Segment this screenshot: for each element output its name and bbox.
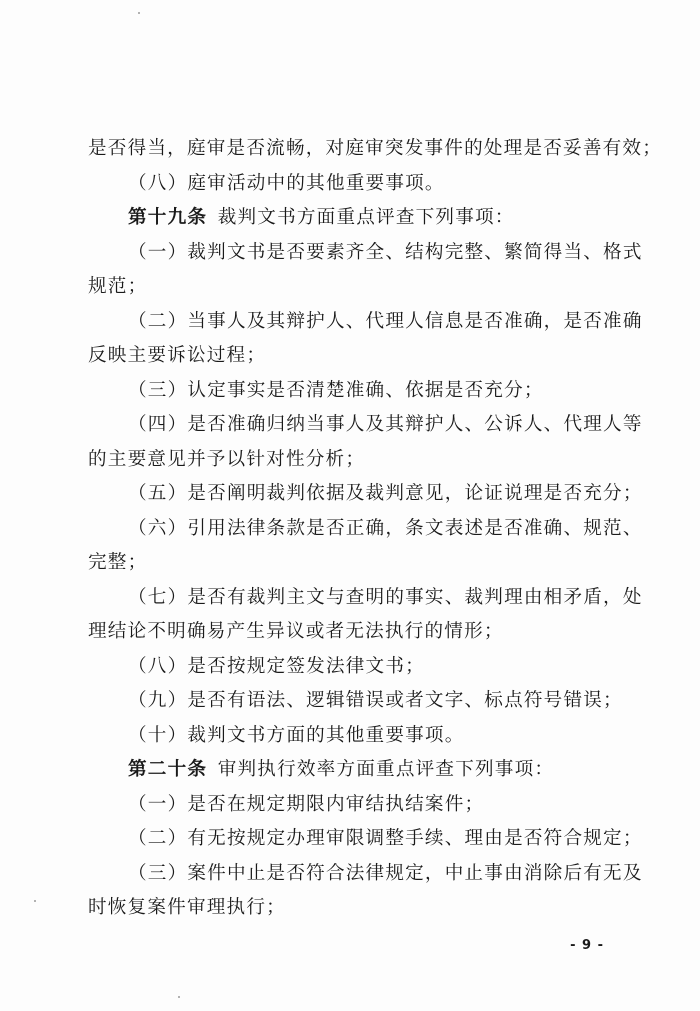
text-line	[88, 822, 643, 857]
text-line	[88, 788, 618, 823]
line-text: （八）庭审活动中的其他重要事项。	[128, 172, 445, 194]
line-text: 时恢复案件审理执行；	[88, 897, 286, 918]
text-line	[88, 408, 643, 443]
text-line	[88, 236, 643, 271]
line-text: （一）裁判文书是否要素齐全、结构完整、繁简得当、格式	[128, 241, 643, 263]
line-text: （三）认定事实是否清楚准确、依据是否充分；	[128, 379, 544, 401]
line-text: （一）是否在规定期限内审结执结案件；	[128, 793, 485, 815]
page-number: - 9 -	[570, 938, 604, 953]
line-text: 审判执行效率方面重点评查下列事项：	[217, 759, 555, 780]
line-text: 完整；	[88, 552, 148, 573]
text-line	[88, 546, 618, 581]
text-line	[88, 684, 623, 719]
text-line	[88, 512, 643, 547]
line-text: （二）当事人及其辩护人、代理人信息是否准确，是否准确	[128, 310, 643, 332]
text-line	[88, 167, 618, 202]
text-line	[88, 374, 618, 409]
line-text: 是否得当，庭审是否流畅，对庭审突发事件的处理是否妥善有效；	[88, 138, 663, 159]
line-text: （七）是否有裁判主文与查明的事实、裁判理由相矛盾，处	[128, 586, 643, 608]
text-line	[88, 132, 663, 167]
line-text: （二）有无按规定办理审限调整手续、理由是否符合规定；	[128, 828, 643, 849]
text-line	[88, 305, 643, 340]
text-line	[88, 477, 643, 512]
line-text: 规范；	[88, 276, 148, 297]
article-line	[88, 201, 618, 236]
text-line	[88, 650, 618, 685]
line-text: （八）是否按规定签发法律文书；	[128, 655, 425, 677]
document-body	[88, 132, 663, 926]
text-line	[88, 719, 618, 754]
text-line	[88, 339, 618, 374]
line-text: （九）是否有语法、逻辑错误或者文字、标点符号错误；	[128, 690, 623, 711]
line-text: （六）引用法律条款是否正确，条文表述是否准确、规范、	[128, 517, 643, 539]
line-text: （五）是否阐明裁判依据及裁判意见，论证说理是否充分；	[128, 483, 643, 504]
text-line	[88, 615, 618, 650]
article-number: 第二十条	[128, 759, 208, 780]
line-text: 反映主要诉讼过程；	[88, 345, 267, 366]
line-text: 理结论不明确易产生异议或者无法执行的情形；	[88, 621, 504, 642]
line-text: （三）案件中止是否符合法律规定，中止事由消除后有无及	[128, 862, 643, 884]
line-text: （四）是否准确归纳当事人及其辩护人、公诉人、代理人等	[128, 414, 643, 435]
line-text: 的主要意见并予以针对性分析；	[88, 448, 366, 470]
text-line	[88, 443, 618, 478]
text-line	[88, 857, 643, 892]
text-line	[88, 270, 618, 305]
article-number: 第十九条	[128, 207, 208, 228]
scan-speck	[34, 900, 36, 902]
article-line	[88, 753, 618, 788]
scan-speck	[178, 996, 180, 998]
scan-speck	[138, 12, 140, 14]
line-text: （十）裁判文书方面的其他重要事项。	[128, 724, 465, 746]
text-line	[88, 891, 618, 926]
line-text: 裁判文书方面重点评查下列事项：	[217, 207, 515, 228]
text-line	[88, 581, 643, 616]
